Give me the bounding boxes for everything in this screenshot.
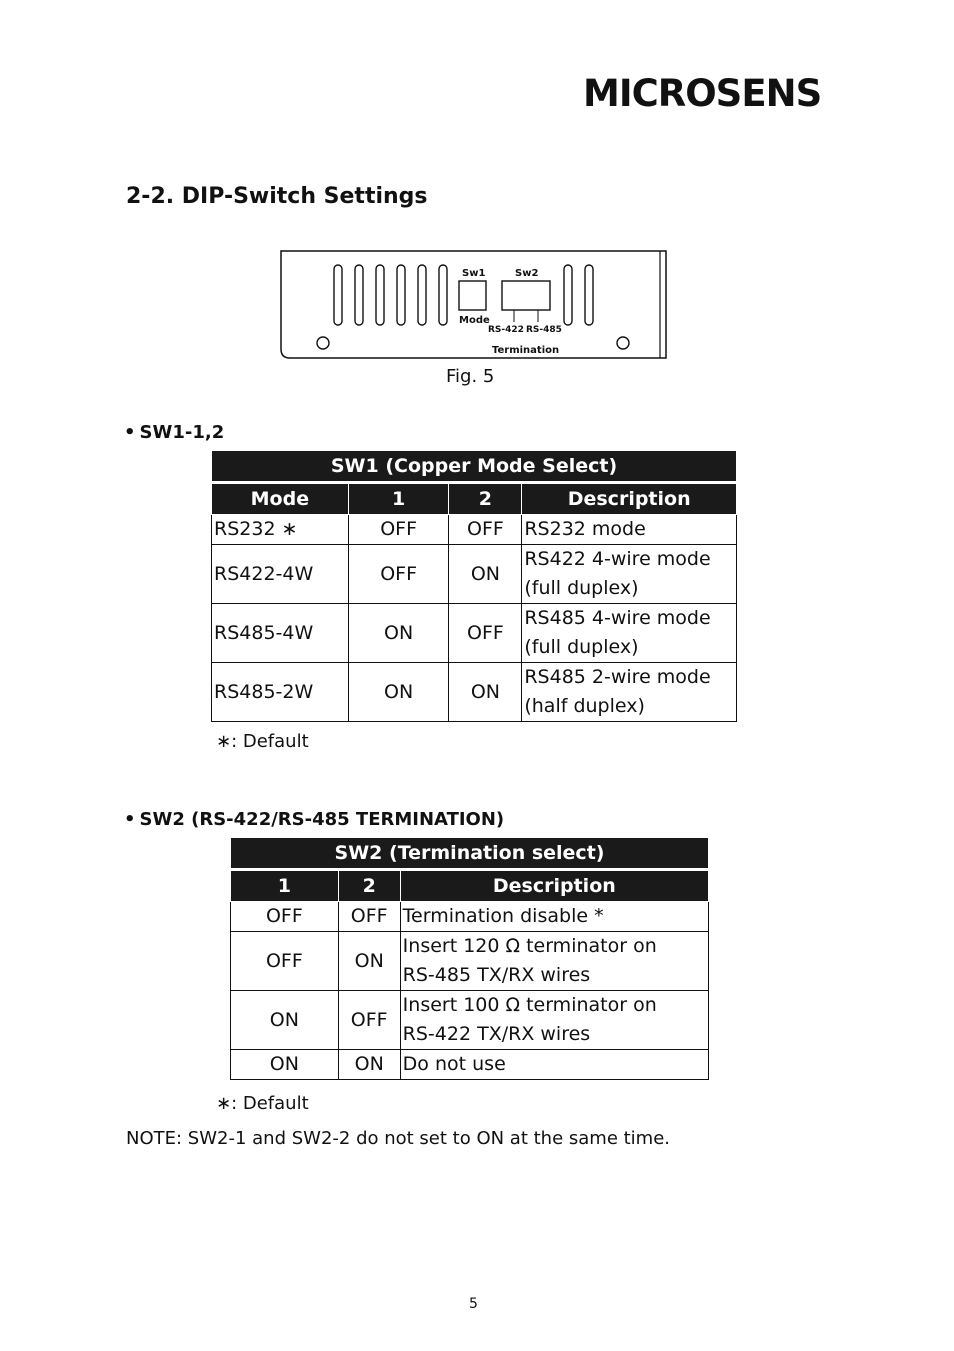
description-cell (522, 663, 737, 722)
table-row (231, 991, 709, 1050)
table-title-row (212, 451, 737, 483)
description-line: (full duplex) (524, 636, 639, 658)
table-row (212, 663, 737, 722)
description-line: RS232 mode (524, 518, 646, 540)
switch1-cell: ON (348, 604, 449, 663)
switch1-cell: ON (231, 1050, 339, 1080)
switch2-cell: OFF (449, 604, 522, 663)
switch2-cell: OFF (338, 991, 400, 1050)
sw1-table-title: SW1 (Copper Mode Select) (212, 451, 737, 483)
switch1-cell: OFF (231, 932, 339, 991)
rs422-label: RS-422 (488, 325, 524, 335)
switch2-cell: ON (449, 545, 522, 604)
switch1-cell: OFF (231, 902, 339, 932)
description-cell (522, 545, 737, 604)
column-header: 2 (449, 483, 522, 515)
microsens-logo: MICROSENS (583, 72, 822, 115)
table-row (231, 902, 709, 932)
mode-label: Mode (459, 315, 490, 326)
bullet-dot: • (124, 422, 136, 443)
column-header: 1 (231, 870, 339, 902)
device-panel-figure (280, 250, 670, 366)
table-row (212, 604, 737, 663)
rs485-label: RS-485 (526, 325, 562, 335)
mode-cell: RS422-4W (212, 545, 349, 604)
bullet-dot: • (124, 809, 136, 830)
table-row (212, 515, 737, 545)
sw1-heading (124, 422, 224, 443)
switch1-cell: ON (348, 663, 449, 722)
sw1-table (211, 450, 737, 722)
description-line: RS-485 TX/RX wires (402, 964, 591, 986)
table-row (212, 545, 737, 604)
sw1-label: Sw1 (462, 268, 486, 279)
page-number: 5 (469, 1296, 478, 1312)
switch2-cell: ON (338, 1050, 400, 1080)
sw2-table (230, 837, 709, 1080)
column-header: Description (522, 483, 737, 515)
sw2-heading-text: SW2 (RS-422/RS-485 TERMINATION) (139, 809, 505, 830)
table-header-row (231, 870, 709, 902)
mode-cell: RS232 ∗ (212, 515, 349, 545)
mode-cell: RS485-2W (212, 663, 349, 722)
description-cell (400, 991, 708, 1050)
column-header: Mode (212, 483, 349, 515)
switch1-cell: OFF (348, 545, 449, 604)
switch2-cell: OFF (338, 902, 400, 932)
note-text: NOTE: SW2-1 and SW2-2 do not set to ON at the same time. (126, 1128, 670, 1149)
sw2-label: Sw2 (515, 268, 539, 279)
table-title-row (231, 838, 709, 870)
switch1-cell: ON (231, 991, 339, 1050)
device-panel-drawing (280, 250, 670, 362)
description-line: RS485 4-wire mode (524, 607, 711, 629)
description-cell (400, 902, 708, 932)
table-row (231, 932, 709, 991)
description-cell (522, 515, 737, 545)
column-header: Description (400, 870, 708, 902)
switch2-cell: ON (338, 932, 400, 991)
description-line: RS485 2-wire mode (524, 666, 711, 688)
switch1-cell: OFF (348, 515, 449, 545)
sw1-heading-text: SW1-1,2 (139, 422, 225, 443)
description-cell (400, 932, 708, 991)
description-cell (522, 604, 737, 663)
table-header-row (212, 483, 737, 515)
description-line: RS-422 TX/RX wires (402, 1023, 591, 1045)
description-line: RS422 4-wire mode (524, 548, 711, 570)
description-cell (400, 1050, 708, 1080)
description-line: Insert 100 Ω terminator on (402, 994, 657, 1016)
switch2-cell: OFF (449, 515, 522, 545)
section-title: 2-2. DIP-Switch Settings (126, 184, 428, 209)
sw2-default-note: ∗: Default (216, 1093, 309, 1114)
description-line: Insert 120 Ω terminator on (402, 935, 657, 957)
figure-caption: Fig. 5 (446, 366, 495, 387)
description-line: Termination disable * (402, 905, 604, 927)
column-header: 2 (338, 870, 400, 902)
switch2-cell: ON (449, 663, 522, 722)
mode-cell: RS485-4W (212, 604, 349, 663)
column-header: 1 (348, 483, 449, 515)
description-line: (full duplex) (524, 577, 639, 599)
description-line: (half duplex) (524, 695, 645, 717)
description-line: Do not use (402, 1053, 506, 1075)
termination-label: Termination (492, 345, 560, 356)
sw2-table-title: SW2 (Termination select) (231, 838, 709, 870)
sw2-heading (124, 809, 504, 830)
sw1-default-note: ∗: Default (216, 731, 309, 752)
table-row (231, 1050, 709, 1080)
